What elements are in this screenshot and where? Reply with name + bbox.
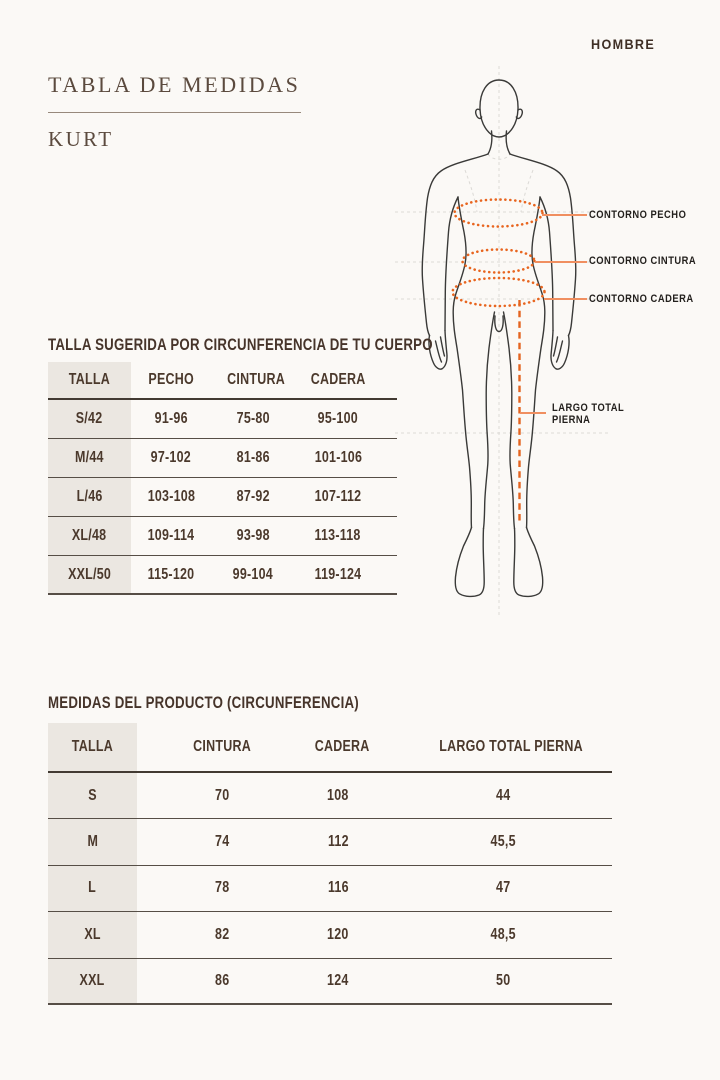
table-row [48, 478, 397, 517]
waist-contour-label: CONTORNO CINTURA [589, 255, 697, 267]
value-cell: 116 [327, 879, 349, 897]
value-cell: 48,5 [490, 925, 517, 943]
value-cell: 109-114 [147, 527, 195, 544]
column-header: PECHO [148, 371, 194, 388]
size-cell: S/42 [48, 400, 131, 438]
value-cell: 113-118 [314, 527, 362, 544]
value-cell: 101-106 [314, 449, 362, 466]
value-cell: 91-96 [154, 410, 188, 427]
column-header: CADERA [310, 371, 366, 388]
value-cell: 74 [214, 833, 230, 851]
product-table-title: MEDIDAS DEL PRODUCTO (CIRCUNFERENCIA) [48, 693, 359, 712]
table-row [48, 439, 397, 478]
size-cell: XL [48, 912, 137, 957]
size-cell: M/44 [48, 439, 131, 477]
value-cell: 120 [327, 925, 349, 943]
table-row [48, 912, 612, 958]
value-cell: 107-112 [314, 488, 362, 505]
value-cell: 45,5 [490, 833, 517, 851]
column-header: CINTURA [193, 738, 251, 755]
table-header-row [48, 362, 397, 400]
value-cell: 47 [496, 879, 511, 897]
gender-label: HOMBRE [591, 36, 656, 52]
value-cell: 108 [327, 786, 349, 804]
suggested-table-title: TALLA SUGERIDA POR CIRCUNFERENCIA DE TU CUERPO [48, 335, 433, 354]
product-name: KURT [48, 127, 114, 151]
value-cell: 70 [214, 786, 230, 804]
value-cell: 50 [496, 971, 511, 989]
table-header-row [48, 723, 612, 773]
value-cell: 87-92 [236, 488, 270, 505]
size-cell: S [48, 773, 137, 818]
value-cell: 82 [214, 925, 230, 943]
table-row [48, 866, 612, 912]
suggested-size-table [48, 362, 397, 595]
value-cell: 99-104 [232, 565, 274, 583]
column-header: TALLA [48, 723, 137, 771]
size-cell: XL/48 [48, 517, 131, 555]
table-row [48, 819, 612, 865]
title-divider [48, 112, 301, 113]
table-row [48, 556, 397, 595]
table-row [48, 517, 397, 556]
value-cell: 112 [327, 833, 349, 851]
right-foot [514, 528, 543, 597]
value-cell: 95-100 [317, 410, 359, 427]
value-cell: 115-120 [147, 565, 195, 583]
left-foot [455, 528, 484, 597]
table-row [48, 959, 612, 1005]
value-cell: 124 [327, 971, 349, 989]
value-cell: 97-102 [150, 449, 192, 466]
value-cell: 81-86 [236, 449, 270, 466]
value-cell: 119-124 [314, 565, 362, 583]
column-header: LARGO TOTAL PIERNA [439, 738, 583, 755]
value-cell: 75-80 [236, 410, 270, 427]
value-cell: 103-108 [147, 488, 195, 505]
value-cell: 93-98 [236, 527, 270, 544]
value-cell: 86 [214, 971, 230, 989]
column-header: CINTURA [227, 371, 285, 388]
table-row [48, 400, 397, 439]
size-cell: XXL [48, 959, 137, 1003]
leg-length-label: LARGO TOTAL PIERNA [552, 402, 625, 426]
column-header: CADERA [314, 738, 370, 755]
size-cell: XXL/50 [48, 556, 131, 593]
size-cell: L/46 [48, 478, 131, 516]
chest-contour-label: CONTORNO PECHO [589, 209, 687, 221]
size-cell: L [48, 866, 137, 911]
column-header: TALLA [48, 362, 131, 398]
page-title: TABLA DE MEDIDAS [48, 72, 301, 97]
table-row [48, 773, 612, 819]
size-cell: M [48, 819, 137, 864]
value-cell: 44 [496, 786, 511, 804]
value-cell: 78 [214, 879, 230, 897]
product-size-table [48, 723, 612, 1005]
hip-contour-label: CONTORNO CADERA [589, 293, 694, 305]
